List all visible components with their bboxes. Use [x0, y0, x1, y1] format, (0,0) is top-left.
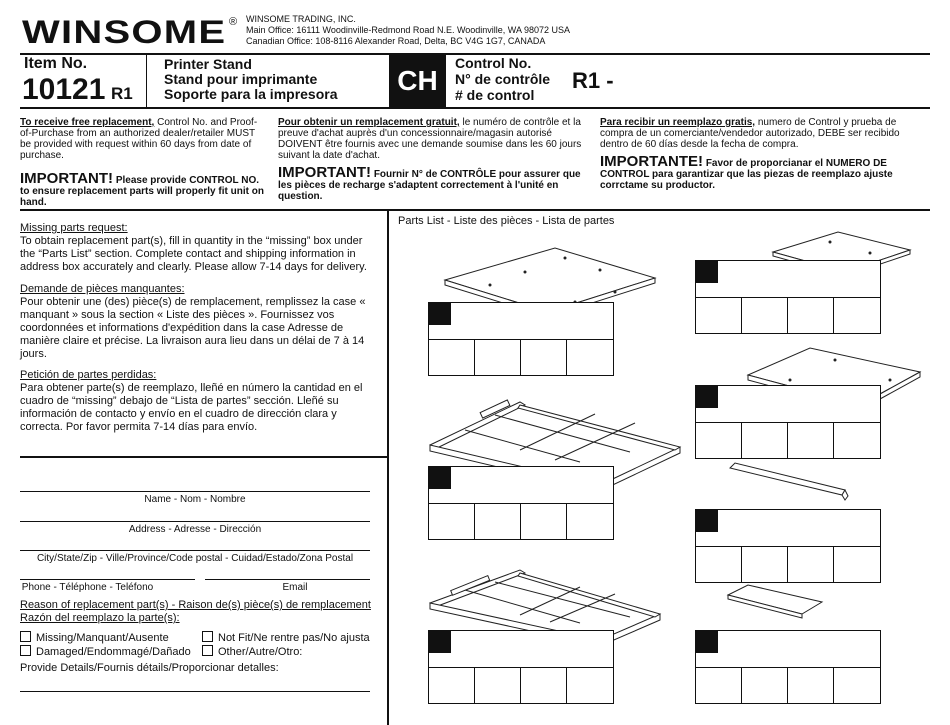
quantity-cell[interactable]: [521, 503, 567, 539]
quantity-cell[interactable]: [429, 339, 475, 375]
notice-lead: Para recibir un reemplazo gratis,: [600, 117, 756, 128]
important-heading: IMPORTANTE!: [600, 153, 704, 170]
missing-cell[interactable]: [834, 297, 879, 333]
option-label: Missing/Manquant/Ausente: [36, 632, 169, 644]
item-revision: R1: [111, 84, 133, 103]
product-name-fr: Stand pour imprimante: [164, 71, 318, 87]
reason-title-es: Razón del reemplazo la parte(s):: [20, 612, 180, 624]
important-body: Please provide CONTROL NO. to ensure replacement parts will properly fit unit on hand.: [20, 175, 264, 208]
quantity-cell[interactable]: [696, 546, 742, 582]
part-number-tag: [429, 631, 451, 653]
missing-cell[interactable]: [834, 546, 879, 582]
brand-logo: WINSOME: [22, 14, 227, 50]
hole: [564, 257, 567, 260]
quantity-cell[interactable]: [696, 667, 742, 703]
option-missing[interactable]: [20, 631, 169, 645]
quantity-cell[interactable]: [742, 667, 788, 703]
registered-mark: ®: [229, 16, 238, 28]
origin-code: CH: [389, 54, 446, 107]
quantity-cell[interactable]: [788, 422, 834, 458]
missing-cell[interactable]: [834, 667, 879, 703]
main-office: Main Office: 16111 Woodinville-Redmond Road N.E. Woodinville, WA 98072 USA: [246, 25, 570, 35]
part-number-tag: [696, 510, 718, 532]
instructions: [20, 222, 380, 434]
divider: [20, 107, 930, 109]
product-name-en: Printer Stand: [164, 56, 252, 72]
notice-en: [20, 117, 265, 208]
notice-body: Control No. and Proof-of-Purchase from an authorized dealer/retailer MUST be provided with request within 60 days from date of purchase.: [20, 117, 258, 161]
checkbox[interactable]: [20, 631, 31, 642]
option-label: Not Fit/Ne rentre pas/No ajusta: [218, 632, 370, 644]
quantity-cell[interactable]: [696, 297, 742, 333]
part-box-2[interactable]: [428, 466, 614, 540]
important-body: Fournir N° de CONTRÔLE pour assurer que les pièces de recharge s'adaptent correctement à l'unité en question.: [278, 169, 581, 202]
option-label: Damaged/Endommagé/Dañado: [36, 646, 191, 658]
part-rail: [730, 463, 845, 495]
quantity-cell[interactable]: [742, 546, 788, 582]
quantity-cell[interactable]: [429, 667, 475, 703]
important-body: Favor de proporcianar el NUMERO DE CONTROL para garantizar que las piezas de reemplazo ajuste corrctame su productor.: [600, 158, 893, 191]
instruction-title-es: Petición de partes perdidas:: [20, 369, 157, 381]
quantity-cell[interactable]: [521, 667, 567, 703]
part-box-7[interactable]: [695, 630, 881, 704]
checkbox[interactable]: [202, 645, 213, 656]
notice-lead: Pour obtenir un remplacement gratuit,: [278, 117, 460, 128]
city-line[interactable]: [20, 550, 370, 551]
company-name: WINSOME TRADING, INC.: [246, 14, 356, 24]
notice-lead: To receive free replacement,: [20, 117, 155, 128]
item-number: 10121: [22, 73, 106, 106]
email-line[interactable]: [205, 579, 370, 580]
part-number-tag: [429, 303, 451, 325]
part-number-tag: [429, 467, 451, 489]
control-label-fr: N° de contrôle: [455, 71, 551, 87]
part-number-tag: [696, 631, 718, 653]
quantity-cell[interactable]: [788, 667, 834, 703]
canada-office: Canadian Office: 108-8116 Alexander Road, Delta, BC V4G 1G7, CANADA: [246, 36, 546, 46]
checkbox[interactable]: [202, 631, 213, 642]
product-name-es: Soporte para la impresora: [164, 86, 338, 102]
hole: [614, 291, 617, 294]
missing-cell[interactable]: [567, 667, 612, 703]
part-box-1[interactable]: [428, 302, 614, 376]
part-box-3[interactable]: [428, 630, 614, 704]
details-label: Provide Details/Fournis détails/Proporcionar detalles:: [20, 662, 279, 674]
checkbox[interactable]: [20, 645, 31, 656]
part-number-tag: [696, 386, 718, 408]
notice-body: numero de Control y prueba de compra de un comerciante/vendedor autorizado, DEBE ser recibido dentro de 60 días desde la fecha de compra.: [600, 117, 900, 150]
option-label: Other/Autre/Otro:: [218, 646, 303, 658]
reason-block: [20, 599, 380, 625]
control-labels: [455, 55, 550, 103]
missing-cell[interactable]: [567, 503, 612, 539]
instruction-body-es: Para obtener parte(s) de reemplazo, lleñé en número la cantidad en el cuadro de “missing” debajo de “Lista de partes” sección. Lleñé su información de contacto y envío en el cuadro de dirección clara y correcta. Por favor permita 7-14 días para envío.: [20, 382, 363, 433]
quantity-cell[interactable]: [696, 422, 742, 458]
phone-caption: Phone - Téléphone - Teléfono: [21, 582, 154, 593]
hole: [829, 241, 832, 244]
quantity-cell[interactable]: [475, 503, 521, 539]
address-caption: Address - Adresse - Dirección: [128, 524, 262, 535]
quantity-cell[interactable]: [475, 339, 521, 375]
quantity-cell[interactable]: [788, 297, 834, 333]
hole: [789, 379, 792, 382]
instruction-body-fr: Pour obtenir une (des) pièce(s) de remplacement, remplissez la case « manquant » sous la section « Liste des pièces ». Fournissez vos coordonnées et informations d'expédition dans la case Adresse de manière claire et précise. La livraison aura lieu dans un délai de 7 à 14 jours.: [20, 296, 366, 360]
important-heading: IMPORTANT!: [278, 164, 372, 181]
hole: [834, 359, 837, 362]
quantity-cell[interactable]: [742, 297, 788, 333]
part-box-5[interactable]: [695, 385, 881, 459]
parts-list-title: Parts List - Liste des pièces - Lista de partes: [398, 215, 615, 227]
control-label-en: Control No.: [455, 55, 532, 71]
control-number: R1 -: [572, 68, 614, 93]
product-names: [164, 57, 338, 102]
quantity-cell[interactable]: [429, 503, 475, 539]
company-info: [246, 14, 570, 47]
quantity-cell[interactable]: [788, 546, 834, 582]
notice-fr: [278, 117, 582, 202]
item-label: Item No.: [24, 55, 88, 72]
quantity-cell[interactable]: [521, 339, 567, 375]
hole: [889, 379, 892, 382]
quantity-cell[interactable]: [742, 422, 788, 458]
part-box-4[interactable]: [695, 260, 881, 334]
instruction-title-fr: Demande de pièces manquantes:: [20, 283, 185, 295]
address-line[interactable]: [20, 521, 370, 522]
quantity-cell[interactable]: [475, 667, 521, 703]
notice-body: le numéro de contrôle et la preuve d'achat auprès d'un concessionnaire/magasin autorisé DOIVENT être fournis avec une demande soumise dans les 60 jours suivant la date d'achat.: [278, 117, 582, 161]
reason-title: Reason of replacement part(s) - Raison de(s) pièce(s) de remplacement: [20, 599, 371, 611]
missing-cell[interactable]: [567, 339, 612, 375]
divider: [387, 209, 389, 725]
hole: [524, 271, 527, 274]
phone-line[interactable]: [20, 579, 195, 580]
missing-cell[interactable]: [834, 422, 879, 458]
details-line[interactable]: [20, 691, 370, 692]
hole: [869, 252, 872, 255]
instruction-body-en: To obtain replacement part(s), fill in quantity in the “missing” box under the “Parts List” section. Complete contact and shipping information in address box accurately and clearly. Please allow 7-14 days for delivery.: [20, 235, 367, 273]
part-box-6[interactable]: [695, 509, 881, 583]
hole: [599, 269, 602, 272]
notice-es: [600, 117, 925, 191]
instruction-title-en: Missing parts request:: [20, 222, 128, 234]
option-other[interactable]: [202, 645, 302, 659]
divider: [146, 55, 147, 107]
city-caption: City/State/Zip - Ville/Province/Code postal - Cuidad/Estado/Zona Postal: [36, 553, 354, 564]
part-number-tag: [696, 261, 718, 283]
hole: [489, 284, 492, 287]
option-not-fit[interactable]: [202, 631, 370, 645]
important-heading: IMPORTANT!: [20, 170, 114, 187]
email-caption: Email: [282, 582, 308, 593]
name-caption: Name - Nom - Nombre: [144, 494, 246, 505]
option-damaged[interactable]: [20, 645, 191, 659]
control-label-es: # de control: [455, 87, 535, 103]
name-line[interactable]: [20, 491, 370, 492]
divider: [20, 456, 388, 458]
